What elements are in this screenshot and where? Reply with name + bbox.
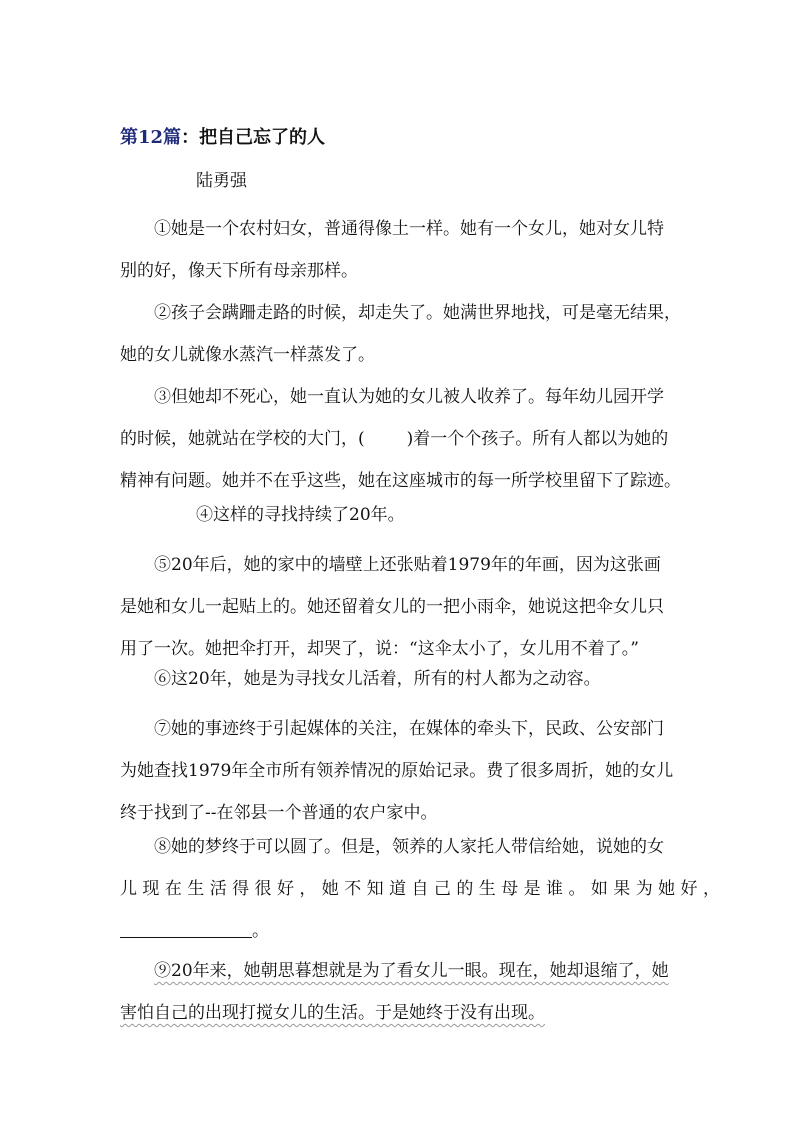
paragraph-4 [120,494,720,536]
paragraph-line: 是她和女儿一起贴上的。她还留着女儿的一把小雨伞，她说这把伞女儿只 [120,597,664,617]
paragraph-line: ③但她却不死心，她一直认为她的女儿被人收养了。每年幼儿园开学 [154,387,664,407]
justified-char: 生 [478,879,496,899]
paragraph-line: ⑥这20年，她是为寻找女儿活着，所有的村人都为之动容。 [154,669,601,689]
justified-char: 很 [254,879,272,899]
paragraph-line: 为她查找1979年全市所有领养情况的原始记录。费了很多周折，她的女儿 [120,761,674,781]
justified-char: 生 [187,879,205,899]
paragraph-text: )着一个个孩子。所有人都以为她的 [406,429,669,449]
paragraph-line: ⑦她的事迹终于引起媒体的关注，在媒体的牵头下，民政、公安部门 [154,719,664,739]
paragraph-line [120,950,720,992]
justified-char: 知 [366,879,384,899]
justified-char: 儿 [120,879,137,899]
paragraph-text: 的时候，她就站在学校的大门，( [120,429,365,449]
justified-char: 好 [276,879,294,899]
justified-char: 为 [635,879,653,899]
justified-char: ， [702,879,720,899]
justified-char: 得 [232,879,250,899]
justified-char: 的 [456,879,474,899]
wavy-underlined-text: ⑨20年来，她朝思暮想就是为了看女儿一眼。现在，她却退缩了，她 [154,961,669,981]
paragraph-line: 用了一次。她把伞打开，却哭了，说：“这伞太小了，女儿用不着了。” [120,639,639,659]
justified-char: 她 [658,879,676,899]
paragraph-3 [120,376,720,502]
article-title [120,124,325,152]
justified-char: 己 [433,879,451,899]
paragraph-line: ⑤20年后，她的家中的墙壁上还张贴着1979年的年画，因为这张画 [154,555,661,575]
paragraph-line [120,992,720,1034]
paragraph-line: 别的好，像天下所有母亲那样。 [120,261,358,281]
paragraph-line: ①她是一个农村妇女，普通得像土一样。她有一个女儿，她对女儿特 [154,219,664,239]
justified-char: 不 [344,879,362,899]
answer-blank-line[interactable] [120,911,252,938]
paragraph-line-justified [120,868,720,910]
paragraph-9 [120,950,720,1034]
paragraph-6 [120,658,720,700]
justified-char: 在 [164,879,182,899]
paragraph-1 [120,208,720,292]
paragraph-line-with-blank [120,418,720,460]
paragraph-line-with-answer-line [120,910,720,952]
justified-char: 。 [568,879,586,899]
paragraph-5 [120,544,720,670]
paragraph-line: ④这样的寻找持续了20年。 [196,505,405,525]
justified-char: 她 [321,879,339,899]
justified-char: 活 [209,879,227,899]
justified-char: 果 [613,879,631,899]
title-colon: ： [181,127,200,148]
title-text: 把自己忘了的人 [199,127,326,148]
paragraph-line: ②孩子会蹒跚走路的时候，却走失了。她满世界地找，可是毫无结果， [154,303,681,323]
paragraph-2 [120,292,720,376]
paragraph-8 [120,826,720,952]
author-name: 陆勇强 [196,171,247,191]
justified-char: 自 [411,879,429,899]
title-number: 第12篇 [120,127,182,148]
paragraph-text: 。 [252,921,269,941]
justified-char: ， [299,879,317,899]
justified-char: 道 [389,879,407,899]
paragraph-line: ⑧她的梦终于可以圆了。但是，领养的人家托人带信给她，说她的女 [154,837,664,857]
paragraph-line: 终于找到了--在邻县一个普通的农户家中。 [120,803,438,823]
paragraph-line: 她的女儿就像水蒸汽一样蒸发了。 [120,345,375,365]
justified-char: 现 [142,879,160,899]
justified-char: 如 [590,879,608,899]
justified-char: 谁 [546,879,564,899]
justified-char: 好 [680,879,698,899]
wavy-underlined-text: 害怕自己的出现打搅女儿的生活。于是她终于没有出现。 [120,1003,545,1023]
justified-char: 母 [501,879,519,899]
justified-char: 是 [523,879,541,899]
paragraph-7 [120,708,720,834]
paragraph-line: 精神有问题。她并不在乎这些，她在这座城市的每一所学校里留下了踪迹。 [120,471,681,491]
